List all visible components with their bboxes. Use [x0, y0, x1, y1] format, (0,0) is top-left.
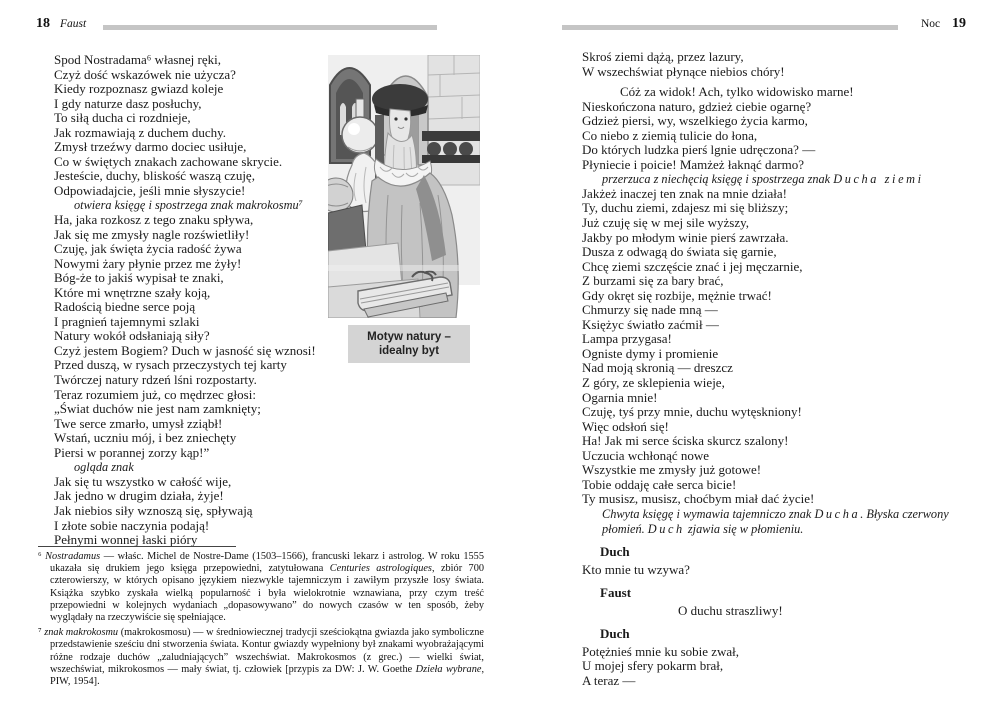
- verse-line: Chmurzy się nade mną —: [582, 302, 718, 318]
- verse-line: A teraz —: [582, 672, 636, 688]
- verse-line: Czyż jestem Bogiem? Duch w jasność się wznosi!: [54, 342, 316, 358]
- verse-line: Bóg-że to jakiś wypisał te znaki,: [54, 270, 224, 286]
- right-page-poem: [582, 50, 974, 688]
- left-page-number: 18: [36, 16, 50, 31]
- verse-line: U mojej sfery pokarm brał,: [582, 658, 724, 674]
- verse-line: Które mi wnętrzne szały koją,: [54, 284, 211, 300]
- faust-illustration: [328, 55, 480, 318]
- right-running-title: Noc: [921, 18, 941, 30]
- verse-line: To siłą ducha ci rozdnieje,: [54, 110, 191, 126]
- verse-line: Czuję, tyś przy mnie, duchu wytęskniony!: [582, 404, 802, 420]
- verse-line: Jak niebios siły wznoszą się, spływają: [54, 502, 253, 518]
- verse-line: Natury wokół odsłaniają siły?: [54, 328, 210, 344]
- verse-line: Gdy okręt się rozbije, mężnie trwać!: [582, 287, 772, 303]
- left-page-poem: [54, 53, 354, 548]
- caption-line-2: idealny byt: [378, 345, 440, 357]
- verse-line: Ogniste dymy i promienie: [582, 345, 719, 361]
- footnote-rule: [38, 546, 236, 547]
- verse-line: Odpowiadajcie, jeśli mnie słyszycie!: [54, 182, 246, 198]
- verse-line: Jak jedno w drugim działa, żyje!: [54, 488, 224, 504]
- verse-line: Z burzami się za bary brać,: [582, 273, 724, 289]
- verse-line: Zmysł trzeźwy darmo dociec usiłuje,: [54, 139, 247, 155]
- illustration-caption: [348, 325, 470, 363]
- verse-line: Spod Nostradama⁶ własnej ręki,: [54, 52, 221, 67]
- verse-line: Z góry, ze sklepienia wieje,: [582, 375, 725, 391]
- verse-line: Do których ludzka pierś lgnie udręczona? —: [582, 142, 816, 158]
- verse-line: O duchu straszliwy!: [678, 602, 783, 618]
- verse-line: Ha, jaka rozkosz z tego znaku spływa,: [54, 212, 254, 228]
- verse-line: Księżyc światło zaćmił —: [582, 316, 719, 332]
- verse-line: Czyż dość wskazówek nie użycza?: [54, 66, 236, 82]
- speaker-name: Duch: [600, 544, 630, 560]
- verse-line: I pragnień tajemnymi szlaki: [54, 313, 200, 329]
- stage-direction: Chwyta księgę i wymawia tajemniczo znak Ducha. Błyska czerwony płomień. Duch zjawia się w płomieniu.: [602, 506, 949, 536]
- verse-line: Jakżeż inaczej ten znak na mnie działa!: [582, 185, 787, 201]
- verse-line: Cóż za widok! Ach, tylko widowisko marne!: [620, 84, 854, 100]
- verse-line: Kto mnie tu wzywa?: [582, 561, 690, 577]
- verse-line: Nowymi żary płynie przez me żyły!: [54, 255, 242, 271]
- verse-line: Jesteście, duchy, bliskość waszą czuję,: [54, 168, 255, 184]
- speaker-name: Faust: [600, 585, 632, 601]
- verse-line: Wszystkie me zmysły już gotowe!: [582, 462, 762, 478]
- verse-line: „Świat duchów nie jest nam zamknięty;: [54, 401, 261, 417]
- verse-line: W wszechświat płynące niebios chóry!: [582, 63, 785, 79]
- verse-line: Czuję, jak święta życia radość żywa: [54, 241, 242, 257]
- verse-line: Jakby po młodym winie pierś zawrzała.: [582, 229, 789, 245]
- verse-line: Wstań, uczniu mój, i bez zniechęty: [54, 430, 237, 446]
- verse-line: Przed duszą, w rysach przeczystych tej karty: [54, 357, 287, 373]
- stage-direction: ogląda znak: [74, 460, 134, 475]
- verse-line: Więc odsłoń się!: [582, 418, 669, 434]
- footnote-6: ⁶ Nostradamus — właśc. Michel de Nostre-Dame (1503–1566), francuski lekarz i astrolog. W roku 1555 ukazała się drukiem jego księga przepowiedni, zatytułowana Centuries astrologiques, zbiór 700 czterowierszy, w których opisano językiem niezwykle tajemniczym i zawiłym przyszłe losy świata. Książka szybko zyskała wielką popularność i była wielokrotnie wznawiana, przy czym treść przepowiedni w kolejnych wydaniach „dopasowywano” do nowych czasów w ten sposób, żeby wyglądały na rzeczywiście się spełniające.: [38, 551, 484, 624]
- verse-line: Teraz rozumiem już, co mędrzec głosi:: [54, 386, 256, 402]
- caption-line-1: Motyw natury –: [367, 331, 451, 343]
- stage-direction: przerzuca z niechęcią księgę i spostrzega znak Ducha ziemi: [602, 172, 924, 187]
- right-page-number: 19: [952, 16, 966, 31]
- verse-line: Piersi w porannej zorzy kąp!”: [54, 444, 210, 460]
- stage-direction: otwiera księgę i spostrzega znak makrokosmu⁷: [74, 198, 303, 213]
- verse-line: Twe serce zmarło, umysł zziąbł!: [54, 415, 223, 431]
- footnote-7: ⁷ znak makrokosmu (makrokosmosu) — w średniowiecznej tradycji sześciokątna gwiazda jako symboliczne przedstawienie sześciu dni stworzenia świata. Kontur gwiazdy wypełniony był znakami wyobrażającymi różne rodzaje duchów „zaludniających” wszechświat. Makrokosmos (z grec.) — wielki świat, wszechświat, mikrokosmos — mały świat, tj. człowiek [przypis za DW: J. W. Goethe Dzieła wybrane, PIW, 1954].: [38, 627, 485, 688]
- header-rule-right: [562, 25, 898, 30]
- footnotes-block: [38, 546, 484, 691]
- verse-line: Gdzież piersi, wy, wszelkiego życia karmo,: [582, 113, 808, 129]
- verse-line: Jak się tu wszystko w całość wije,: [54, 473, 232, 489]
- header-rule-left: [103, 25, 437, 30]
- verse-line: Skroś ziemi dążą, przez lazury,: [582, 49, 744, 64]
- verse-line: Twórczej natury rdzeń lśni rozpostarty.: [54, 372, 257, 388]
- verse-line: Jak się me zmysły nagle rozświetliły!: [54, 226, 250, 242]
- verse-line: Płyniecie i poicie! Mamżeż łaknąć darmo?: [582, 156, 804, 172]
- verse-line: Ha! Jak mi serce ściska skurcz szalony!: [582, 433, 789, 449]
- verse-line: Ty musisz, musisz, choćbym miał dać życie!: [582, 491, 815, 507]
- verse-line: Radością biedne serce poją: [54, 299, 196, 315]
- verse-line: Już czuję się w mej sile wyższy,: [582, 215, 750, 231]
- verse-line: I gdy naturze dasz posłuchy,: [54, 95, 202, 111]
- speaker-name: Duch: [600, 626, 630, 642]
- engraving-faust-in-study-image: [328, 55, 480, 318]
- verse-line: Co niebo z ziemią tulicie do łona,: [582, 127, 758, 143]
- verse-line: Ty, duchu ziemi, zdajesz mi się bliższy;: [582, 200, 789, 216]
- verse-line: Chcę ziemi szczęście znać i jej męczarnie,: [582, 258, 803, 274]
- verse-line: Lampa przygasa!: [582, 331, 672, 347]
- verse-line: Jak rozmawiają z duchem duchy.: [54, 124, 227, 140]
- verse-line: Tobie oddaję całe serca bicie!: [582, 476, 737, 492]
- verse-line: Nieskończona naturo, gdzież ciebie ogarnę?: [582, 98, 812, 114]
- left-running-title: Faust: [60, 18, 87, 30]
- verse-line: Nad moją skronią — dreszcz: [582, 360, 733, 376]
- verse-line: Co w świętych znakach zachowane skrycie.: [54, 153, 283, 169]
- verse-line: I złote sobie naczynia podają!: [54, 517, 210, 533]
- verse-line: Pełnymi wonnej łaski pióry: [54, 532, 198, 548]
- verse-line: Ogarnia mnie!: [582, 389, 658, 405]
- verse-line: Kiedy rozpoznasz gwiazd koleje: [54, 81, 224, 97]
- verse-line: Dusza z odwagą do świata się garnie,: [582, 244, 777, 260]
- verse-line: Uczucia wchłonąć nowe: [582, 447, 710, 463]
- verse-line: Potężnieś mnie ku sobie zwał,: [582, 643, 740, 659]
